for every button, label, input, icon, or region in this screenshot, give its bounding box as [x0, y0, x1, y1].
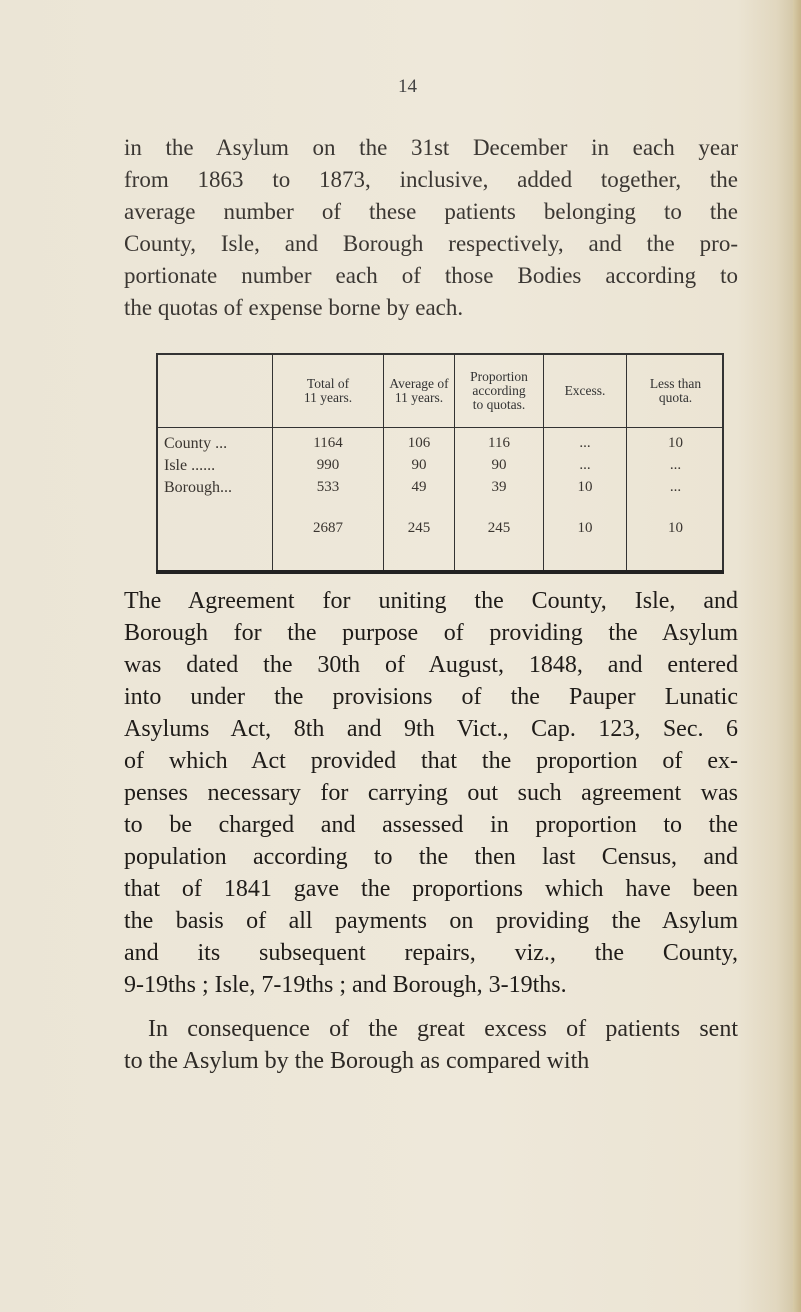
cell-borough-less: ...: [669, 479, 682, 495]
cell-total-less: 10: [668, 520, 683, 536]
cell-county-less: 10: [668, 435, 683, 451]
text-line: The Agreement for uniting the County, Isle, and: [124, 588, 738, 614]
cell-county-proportion: 116: [488, 435, 510, 451]
cell-borough-excess: 10: [577, 479, 593, 495]
text-line: In consequence of the great excess of patients sent: [148, 1016, 738, 1042]
cell-isle-total: 990: [316, 457, 340, 473]
text-line: into under the provisions of the Pauper Lunatic: [124, 684, 738, 710]
paragraph-agreement: [124, 585, 738, 1001]
cell-county-average: 106: [407, 435, 431, 451]
cell-total-excess: 10: [577, 520, 593, 536]
text-line: 9-19ths ; Isle, 7-19ths ; and Borough, 3-19ths.: [124, 972, 567, 998]
header-rule: [156, 427, 724, 428]
text-line: to be charged and assessed in proportion to the: [124, 812, 738, 838]
cell-county-excess: ...: [579, 435, 591, 451]
cell-borough-proportion: 39: [491, 479, 507, 495]
text-line: Asylums Act, 8th and 9th Vict., Cap. 123, Sec. 6: [124, 716, 738, 742]
text-line: population according to the then last Census, and: [124, 844, 738, 870]
cell-county-total: 1164: [313, 435, 343, 451]
text-line: Borough for the purpose of providing the Asylum: [124, 620, 738, 646]
cell-total-total: 2687: [313, 520, 343, 536]
text-line: that of 1841 gave the proportions which have been: [124, 876, 738, 902]
column-header-excess: Excess.: [564, 383, 606, 398]
patients-table: [156, 353, 724, 574]
text-line: from 1863 to 1873, inclusive, added together, the: [124, 167, 738, 192]
cell-borough-average: 49: [411, 479, 427, 495]
cell-isle-average: 90: [411, 457, 427, 473]
column-header-average: Average of 11 years.: [389, 376, 449, 405]
paragraph-intro: [124, 132, 738, 324]
table-border-left: [156, 355, 158, 570]
column-header-proportion: Proportion according to quotas.: [470, 369, 528, 412]
text-line: of which Act provided that the proportion of ex-: [124, 748, 738, 774]
text-line: average number of these patients belonging to the: [124, 199, 738, 224]
text-line: portionate number each of those Bodies according to: [124, 263, 738, 288]
text-line: and its subsequent repairs, viz., the County,: [124, 940, 738, 966]
cell-isle-excess: ...: [579, 457, 591, 473]
row-label-isle: Isle ......: [164, 457, 216, 474]
page-number: 14: [398, 76, 417, 97]
text-line: penses necessary for carrying out such agreement was: [124, 780, 738, 806]
text-line: to the Asylum by the Borough as compared with: [124, 1048, 590, 1074]
text-line: the quotas of expense borne by each.: [124, 295, 464, 320]
column-header-less-than-quota: Less than quota.: [649, 376, 702, 405]
row-label-borough: Borough...: [164, 479, 232, 496]
cell-borough-total: 533: [316, 479, 340, 495]
cell-isle-less: ...: [669, 457, 682, 473]
text-line: was dated the 30th of August, 1848, and entered: [124, 652, 738, 678]
paragraph-consequence: [124, 1013, 738, 1077]
row-label-county: County ...: [164, 435, 228, 452]
cell-total-average: 245: [407, 520, 431, 536]
column-header-total: Total of 11 years.: [303, 376, 353, 405]
text-line: County, Isle, and Borough respectively, and the pro-: [124, 231, 738, 256]
text-line: in the Asylum on the 31st December in each year: [124, 135, 738, 160]
text-line: the basis of all payments on providing the Asylum: [124, 908, 738, 934]
cell-isle-proportion: 90: [491, 457, 507, 473]
cell-total-proportion: 245: [487, 520, 511, 536]
page-edge: [793, 0, 801, 1312]
